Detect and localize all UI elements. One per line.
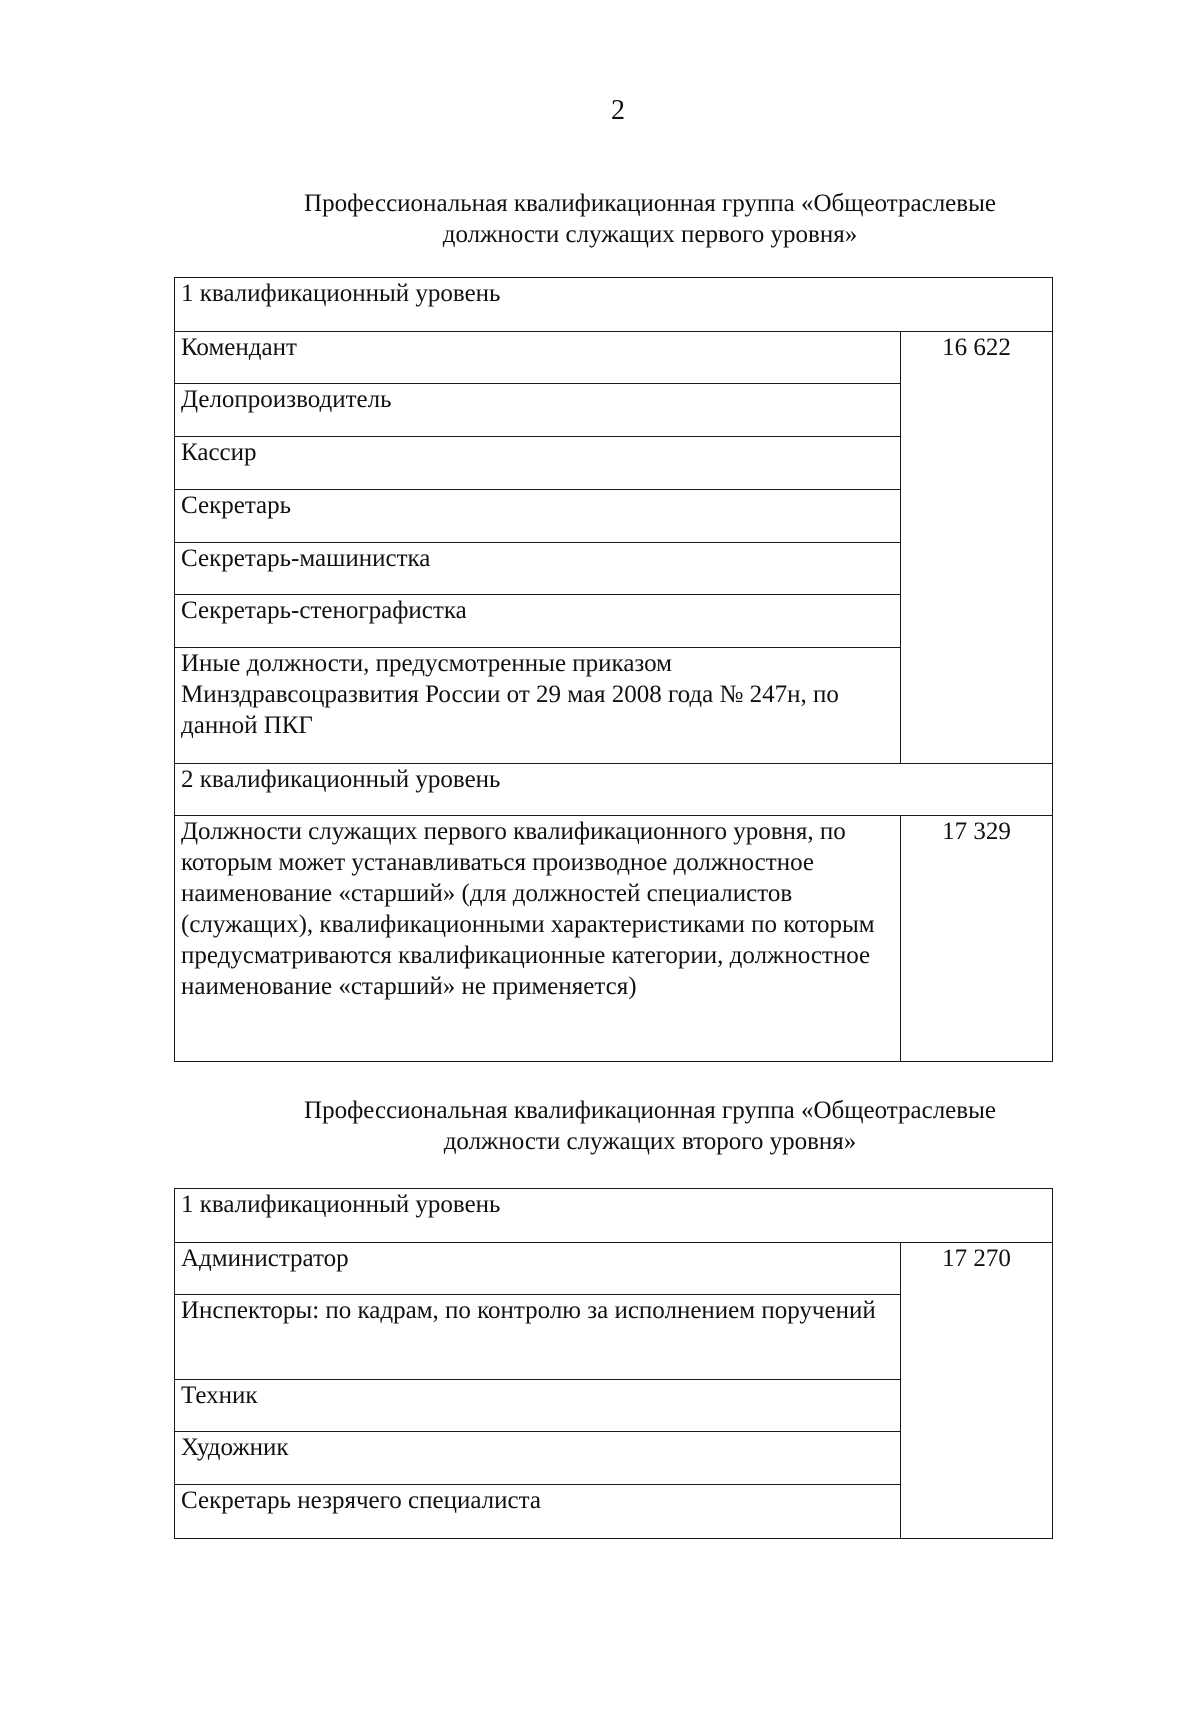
group-title-line-1: Профессиональная квалификационная группа «Общеотраслевые bbox=[304, 190, 996, 217]
group-title-first-level bbox=[210, 188, 1090, 250]
position-row: Комендант bbox=[175, 332, 901, 384]
salary-table-first-level bbox=[174, 277, 1053, 1062]
salary-value: 17 329 bbox=[901, 816, 1053, 1062]
position-row: Делопроизводитель bbox=[175, 384, 901, 437]
position-row: Должности служащих первого квалификационного уровня, по которым может устанавливаться производное должностное наименование «старший» (для должностей специалистов (служащих), квалификационными характеристиками по которым предусматриваются квалификационные категории, должностное наименование «старший» не применяется) bbox=[175, 816, 901, 1062]
qualification-level-label: 2 квалификационный уровень bbox=[175, 764, 1053, 816]
position-row: Техник bbox=[175, 1380, 901, 1432]
position-row: Художник bbox=[175, 1432, 901, 1485]
position-row: Секретарь-машинистка bbox=[175, 543, 901, 595]
qualification-level-label: 1 квалификационный уровень bbox=[175, 1189, 1053, 1243]
salary-value: 17 270 bbox=[901, 1243, 1053, 1539]
position-row: Кассир bbox=[175, 437, 901, 490]
group-title-line-2: должности служащих первого уровня» bbox=[442, 221, 858, 248]
qualification-level-label: 1 квалификационный уровень bbox=[175, 278, 1053, 332]
group-title-line-2: должности служащих второго уровня» bbox=[443, 1128, 857, 1155]
position-row: Секретарь-стенографистка bbox=[175, 595, 901, 648]
page-number: 2 bbox=[611, 95, 625, 126]
salary-value: 16 622 bbox=[901, 332, 1053, 764]
salary-table-second-level bbox=[174, 1188, 1053, 1539]
position-row: Секретарь bbox=[175, 490, 901, 543]
position-row: Инспекторы: по кадрам, по контролю за исполнением поручений bbox=[175, 1295, 901, 1380]
group-title-second-level bbox=[210, 1095, 1090, 1157]
position-row: Администратор bbox=[175, 1243, 901, 1295]
group-title-line-1: Профессиональная квалификационная группа «Общеотраслевые bbox=[304, 1097, 996, 1124]
position-row: Иные должности, предусмотренные приказом Минздравсоцразвития России от 29 мая 2008 года № 247н, по данной ПКГ bbox=[175, 648, 901, 764]
position-row: Секретарь незрячего специалиста bbox=[175, 1485, 901, 1539]
